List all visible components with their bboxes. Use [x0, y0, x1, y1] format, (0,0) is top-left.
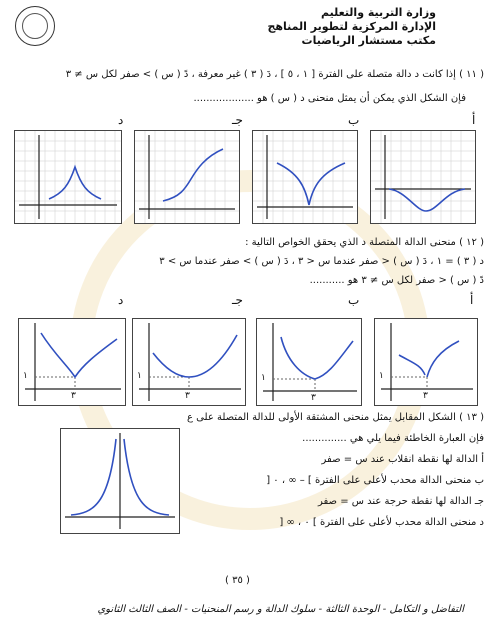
q12-option-d-label: د [118, 293, 124, 307]
footer-text: التفاضل و التكامل - الوحدة الثالثة - سلوك الدالة و رسم المنحنيات - الصف الثالث الثانوي [97, 604, 464, 615]
q11-option-b-label: ب [348, 113, 360, 127]
q11-prompt: فإن الشكل الذي يمكن أن يمثل منحنى د ( س ) هو ................... [193, 93, 466, 104]
q12-line-3: دً ( س ) < صفر لكل س ≠ ٣ هو ........... [309, 275, 484, 286]
q12-c-tick-x: ٣ [185, 391, 190, 401]
q12-d-tick-y: ١ [23, 371, 28, 381]
q11-graph-b [252, 130, 358, 224]
q12-option-b-label: ب [348, 293, 360, 307]
q12-b-tick-y: ١ [261, 373, 266, 383]
q13-choice-d: د منحنى الدالة محدب لأعلى على الفترة ] ٠ ، ∞ [ [279, 517, 484, 528]
q12-graph-a [374, 318, 478, 406]
q13-statement: ( ١٣ ) الشكل المقابل يمثل منحنى المشتقة الأولى للدالة المتصلة على ع [187, 412, 484, 423]
q12-graph-d [18, 318, 126, 406]
q13-prompt: فإن العبارة الخاطئة فيما يلي هي .............. [302, 433, 484, 444]
q12-c-tick-y: ١ [137, 371, 142, 381]
q12-d-tick-x: ٣ [71, 391, 76, 401]
q12-option-c-label: جـ [232, 293, 243, 307]
q13-choice-b: ب منحنى الدالة محدب لأعلى على الفترة ] – ∞ ، ٠ [ [266, 475, 484, 486]
q13-choice-c: جـ الدالة لها نقطة حرجة عند س = صفر [317, 496, 484, 507]
q13-derivative-graph [60, 428, 180, 534]
q11-option-c-label: جـ [232, 113, 243, 127]
q12-graph-c [132, 318, 246, 406]
q13-choice-a: أ الدالة لها نقطة انقلاب عند س = صفر [321, 454, 484, 465]
q11-option-a-label: أ [472, 113, 476, 127]
q11-statement: ( ١١ ) إذا كانت د دالة متصلة على الفترة [ ١ ، ٥ ] ، دَ ( ٣ ) غير معرفة ، دً ( س ) > صفر لكل س ≠ ٣ [65, 69, 484, 80]
q12-line-2: د ( ٣ ) = ١ ، دَ ( س ) < صفر عندما س < ٣ ، دَ ( س ) > صفر عندما س > ٣ [159, 256, 484, 267]
q12-a-tick-x: ٣ [423, 391, 428, 401]
q12-a-tick-y: ١ [379, 371, 384, 381]
q12-b-tick-x: ٣ [311, 393, 316, 403]
page-number: ( ٣٥ ) [225, 575, 250, 586]
q11-graph-c [134, 130, 240, 224]
q12-option-a-label: أ [470, 293, 474, 307]
header-line-2: الإدارة المركزية لتطوير المناهج [267, 20, 436, 33]
header-line-3: مكتب مستشار الرياضيات [301, 34, 436, 47]
ministry-logo [15, 6, 55, 46]
q12-statement: ( ١٢ ) منحنى الدالة المتصلة د الذي يحقق الخواص التالية : [245, 237, 484, 248]
q11-graph-a [370, 130, 476, 224]
header-line-1: وزارة التربية والتعليم [321, 6, 436, 19]
q11-option-d-label: د [118, 113, 124, 127]
q11-graph-d [14, 130, 122, 224]
q12-graph-b [256, 318, 362, 406]
